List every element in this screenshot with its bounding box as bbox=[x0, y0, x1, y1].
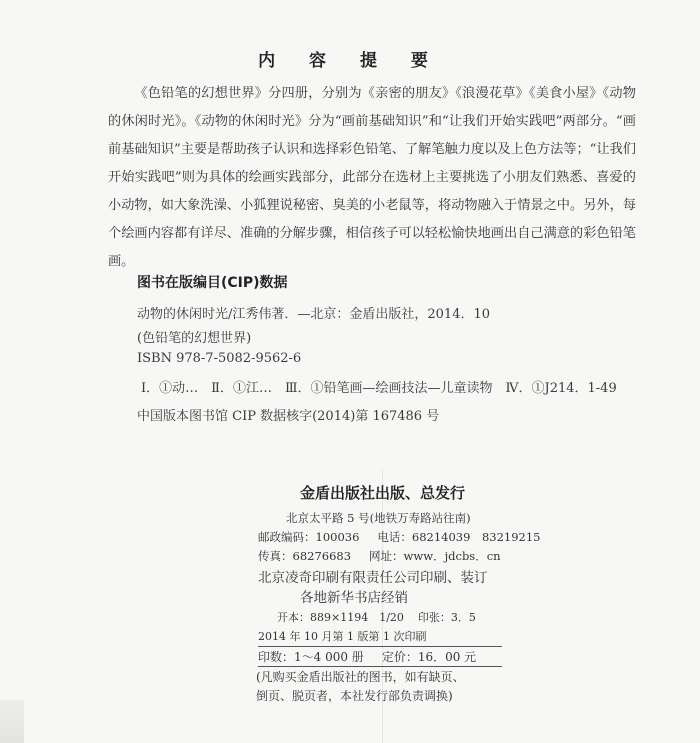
publisher-name: 金盾出版社出版、总发行 bbox=[300, 484, 466, 502]
cip-title-line: 动物的休闲时光/江秀伟著．—北京：金盾出版社，2014．10 bbox=[137, 307, 491, 322]
printer-info: 北京凌奇印刷有限责任公司印刷、装订 bbox=[258, 570, 488, 586]
website: 网址：www．jdcbs．cn bbox=[369, 549, 501, 563]
price: 定价：16．00 元 bbox=[381, 650, 477, 664]
postcode: 邮政编码：100036 bbox=[258, 530, 360, 544]
return-notice-line1: (凡购买金盾出版社的图书，如有缺页、 bbox=[256, 670, 465, 684]
cip-heading: 图书在版编目(CIP)数据 bbox=[137, 275, 288, 291]
cip-isbn-line: ISBN 978-7-5082-9562-6 bbox=[137, 351, 302, 366]
sheets: 印张：3．5 bbox=[417, 611, 476, 624]
page-corner-shadow bbox=[0, 700, 24, 743]
print-run: 印数：1～4 000 册 bbox=[258, 650, 364, 664]
summary-paragraph: 《色铅笔的幻想世界》分四册，分别为《亲密的朋友》《浪漫花草》《美食小屋》《动物的休闲时光》。《动物的休闲时光》分为“画前基础知识”和“让我们开始实践吧”两部分。“画前基础知识”主要是帮助孩子认识和选择彩色铅笔、了解笔触力度以及上色方法等；“让我们开始实践吧”则为具体的绘画实践部分，此部分在选材上主要挑选了小朋友们熟悉、喜爱的小动物，如大象洗澡、小狐狸说秘密、臭美的小老鼠等，将动物融入于情景之中。另外，每个绘画内容都有详尽、准确的分解步骤，相信孩子可以轻松愉快地画出自己满意的彩色铅笔画。 bbox=[108, 86, 636, 269]
publisher-address: 北京太平路 5 号(地铁万寿路站往南) bbox=[286, 511, 471, 525]
distributor-info: 各地新华书店经销 bbox=[300, 590, 408, 606]
edition-info: 2014 年 10 月第 1 版第 1 次印刷 bbox=[258, 630, 427, 643]
phone: 电话：68214039 83219215 bbox=[377, 530, 541, 544]
cip-library-record-line: 中国版本图书馆 CIP 数据核字(2014)第 167486 号 bbox=[137, 409, 440, 424]
format: 开本：889×1194 1/20 bbox=[277, 611, 404, 624]
contact-line bbox=[258, 529, 558, 545]
print-run-price-line bbox=[258, 648, 494, 665]
divider-rule bbox=[258, 646, 502, 647]
fax: 传真：68276683 bbox=[258, 549, 352, 563]
content-summary bbox=[108, 80, 636, 276]
cip-classification-line: Ⅰ．①动… Ⅱ．①江… Ⅲ．①铅笔画—绘画技法—儿童读物 Ⅳ．①J214．1-49 bbox=[141, 381, 617, 396]
fax-website-line bbox=[258, 548, 519, 564]
return-notice-line2: 倒页、脱页者，本社发行部负责调换) bbox=[256, 689, 453, 703]
format-spec-line bbox=[277, 609, 490, 625]
summary-title: 内 容 提 要 bbox=[258, 51, 442, 71]
divider-rule bbox=[258, 666, 502, 667]
cip-series-line: (色铅笔的幻想世界) bbox=[137, 331, 252, 346]
